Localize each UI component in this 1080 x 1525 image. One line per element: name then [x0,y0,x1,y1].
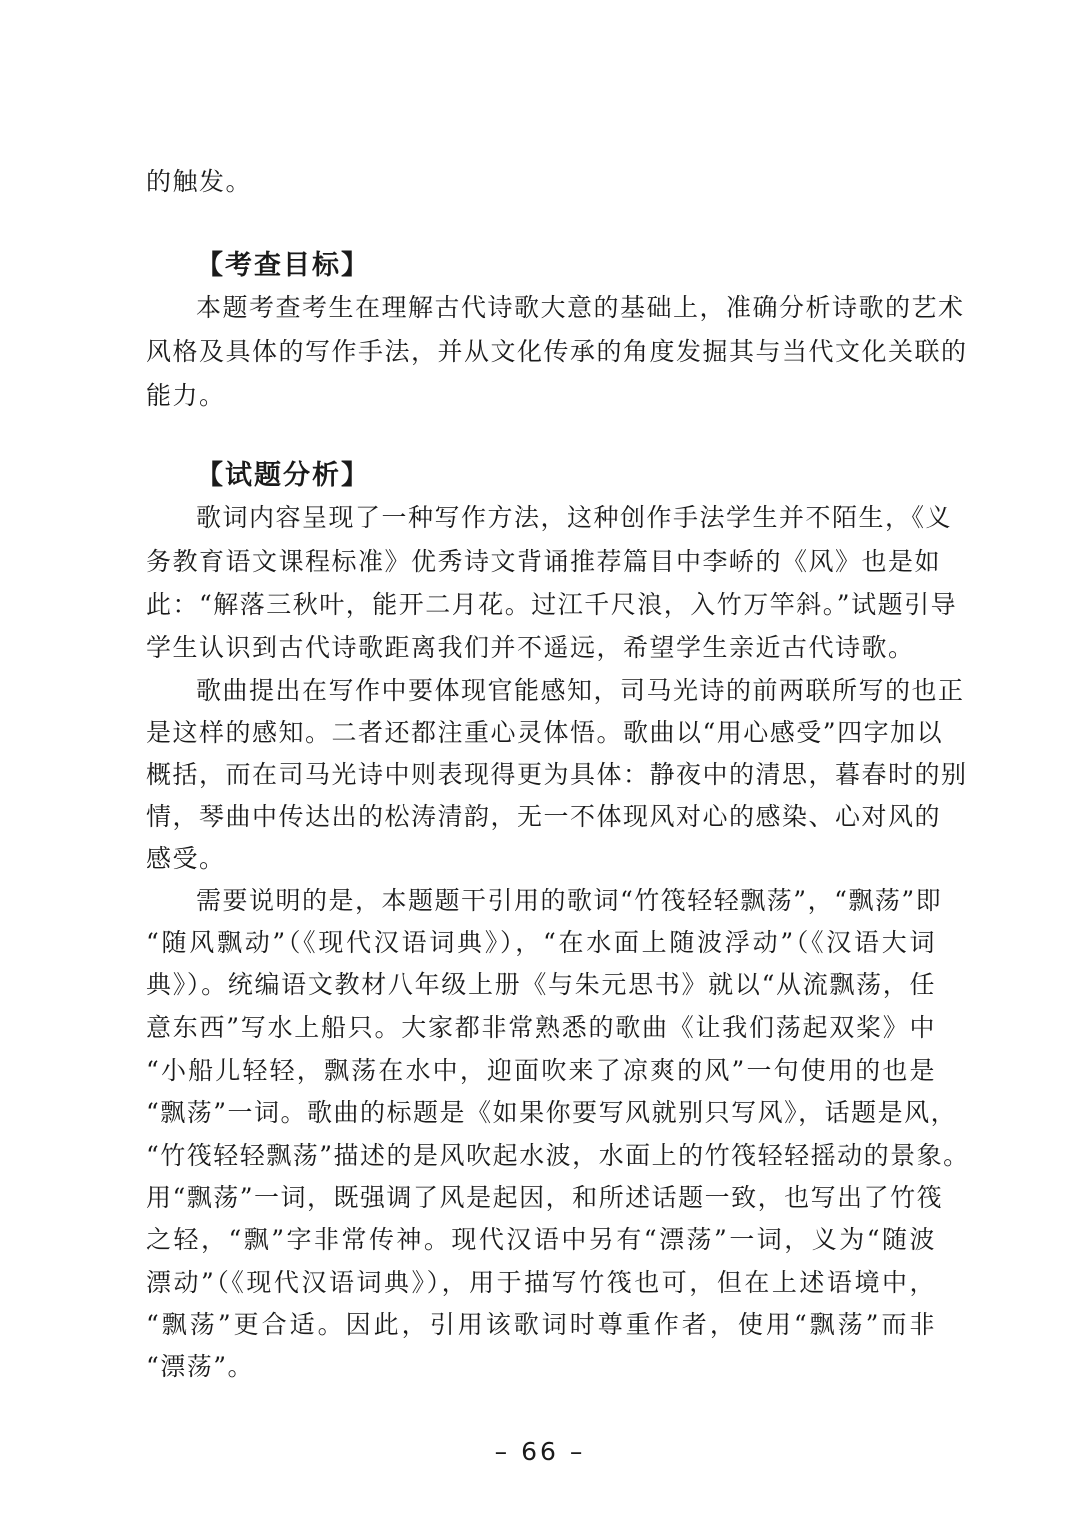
analysis-p1-line: 学生认识到古代诗歌距离我们并不遥远，希望学生亲近古代诗歌。 [146,633,915,662]
analysis-p3-line: 典》）。统编语文教材八年级上册《与朱元思书》就以“从流飘荡，任 [146,970,936,999]
intro-line: 的触发。 [146,167,253,196]
section-heading-objective: 【考查目标】 [196,250,370,281]
objective-line: 能力。 [146,381,226,410]
section-heading-analysis: 【试题分析】 [196,460,370,491]
analysis-p3-line: “飘荡”一词。歌曲的标题是《如果你要写风就别只写风》，话题是风， [146,1098,958,1127]
analysis-p3-line: “小船儿轻轻，飘荡在水中，迎面吹来了凉爽的风”一句使用的也是 [146,1056,936,1085]
analysis-p2-line: 概括，而在司马光诗中则表现得更为具体：静夜中的清思，暮春时的别 [146,760,968,789]
objective-line: 风格及具体的写作手法，并从文化传承的角度发掘其与当代文化关联的 [146,337,968,366]
analysis-p2-line: 情，琴曲中传达出的松涛清韵，无一不体现风对心的感染、心对风的 [146,802,942,831]
analysis-p3-line: 之轻，“飘”字非常传神。现代汉语中另有“漂荡”一词，义为“随波 [146,1225,936,1254]
analysis-p1-line: 歌词内容呈现了一种写作方法，这种创作手法学生并不陌生，《义 [196,503,953,532]
objective-line: 本题考查考生在理解古代诗歌大意的基础上，准确分析诗歌的艺术 [196,293,965,322]
analysis-p2-line: 歌曲提出在写作中要体现官能感知，司马光诗的前两联所写的也正 [196,676,965,705]
analysis-p3-line: “漂荡”。 [146,1352,255,1381]
analysis-p1-line: 务教育语文课程标准》优秀诗文背诵推荐篇目中李峤的《风》也是如 [146,547,942,576]
analysis-p3-line: 需要说明的是，本题题干引用的歌词“竹筏轻轻飘荡”，“飘荡”即 [196,886,943,915]
analysis-p3-line: “飘荡”更合适。因此，引用该歌词时尊重作者，使用“飘荡”而非 [146,1310,936,1339]
page-number: – 66 – [494,1437,586,1466]
analysis-p3-line: “竹筏轻轻飘荡”描述的是风吹起水波，水面上的竹筏轻轻摇动的景象。 [146,1141,970,1170]
analysis-p3-line: 意东西”写水上船只。大家都非常熟悉的歌曲《让我们荡起双桨》中 [146,1013,936,1042]
analysis-p2-line: 是这样的感知。二者还都注重心灵体悟。歌曲以“用心感受”四字加以 [146,718,944,747]
analysis-p2-line: 感受。 [146,844,226,873]
analysis-p3-line: 用“飘荡”一词，既强调了风是起因，和所述话题一致，也写出了竹筏 [146,1183,944,1212]
analysis-p1-line: 此：“解落三秋叶，能开二月花。过江千尺浪，入竹万竿斜。”试题引导 [146,590,958,619]
analysis-p3-line: “随风飘动”（《现代汉语词典》），“在水面上随波浮动”（《汉语大词 [146,928,936,957]
analysis-p3-line: 漂动”（《现代汉语词典》），用于描写竹筏也可，但在上述语境中， [146,1268,936,1297]
